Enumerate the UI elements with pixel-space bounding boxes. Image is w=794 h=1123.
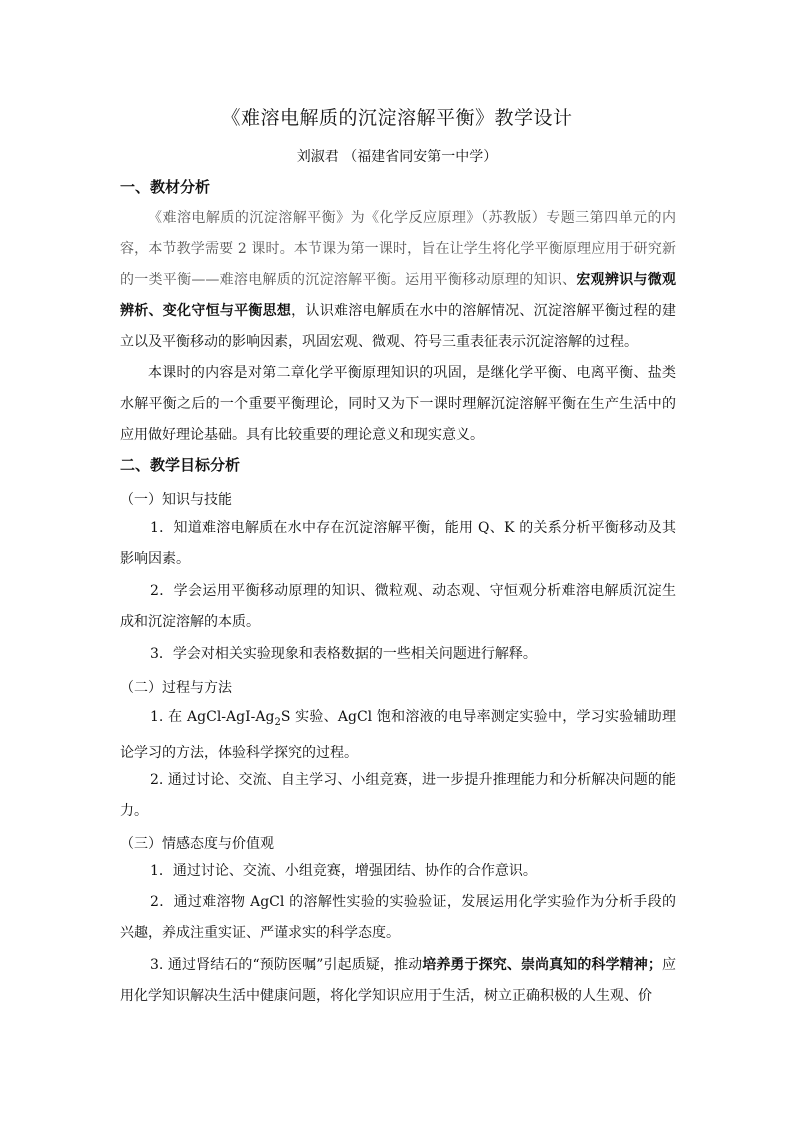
paragraph-textbook-analysis-1 [120,203,676,358]
item-text: 应用化学知识解决生活中健康问题，将化学知识应用于生活，树立正确积极的人生观、价 [120,957,677,1004]
list-item-knowledge-3: 3．学会对相关实验现象和表格数据的一些相关问题进行解释。 [150,646,537,662]
subheading-knowledge-skills: （一）知识与技能 [120,492,232,508]
paragraph-bold-text: 宏观辨识与微观辨析、变化守恒与平衡思想 [120,272,677,319]
item-text: 3. 通过肾结石的“预防医嘱”引起质疑，推动 [150,957,423,973]
document-title: 《难溶电解质的沉淀溶解平衡》教学设计 [221,107,573,129]
paragraph-text: ，认识难溶电解质在水中的溶解情况、沉淀溶解平衡过程的建立以及平衡移动的影响因素，巩固宏观、微观、符号三重表征表示沉淀溶解的过程。 [120,303,677,350]
subscript: 2 [274,716,281,728]
list-item-process-2: 2. 通过讨论、交流、自主学习、小组竞赛，进一步提升推理能力和分析解决问题的能力。 [120,772,676,819]
list-item-attitude-2: 2．通过难溶物 AgCl 的溶解性实验的实验验证，发展运用化学实验作为分析手段的兴趣，养成注重实证、严谨求实的科学态度。 [120,894,676,941]
list-item-process-1 [120,702,676,769]
paragraph-textbook-analysis-2: 本课时的内容是对第二章化学平衡原理知识的巩固，是继化学平衡、电离平衡、盐类水解平衡之后的一个重要平衡理论，同时又为下一课时理解沉淀溶解平衡在生产生活中的应用做好理论基础。具有比较重要的理论意义和现实意义。 [120,365,676,443]
author-line: 刘淑君 （福建省同安第一中学） [296,149,498,165]
section-heading-teaching-goals: 二、教学目标分析 [120,456,241,474]
list-item-knowledge-2: 2．学会运用平衡移动原理的知识、微粒观、动态观、守恒观分析难溶电解质沉淀生成和沉淀溶解的本质。 [120,583,676,630]
subheading-process-method: （二）过程与方法 [120,680,232,696]
list-item-knowledge-1: 1．知道难溶电解质在水中存在沉淀溶解平衡，能用 Q、K 的关系分析平衡移动及其影响因素。 [120,520,676,567]
paragraph-text: 《难溶电解质的沉淀溶解平衡》为《化学反应原理》（苏教版）专题三第四单元的内容，本节教学需要 2 课时。本节课为第一课时，旨在让学生将化学平衡原理应用于研究新的一类平衡——难溶电解质的沉淀溶解平衡。运用平衡移动原理的知识、 [120,210,676,288]
list-item-attitude-1: 1．通过讨论、交流、小组竞赛，增强团结、协作的合作意识。 [150,863,537,879]
item-text: S 实验、AgCl 饱和溶液的电导率测定实验中，学习实验辅助理论学习的方法，体验科学探究的过程。 [120,709,676,761]
item-text: 1. 在 AgCl-AgI-Ag [150,709,275,725]
section-heading-textbook-analysis: 一、教材分析 [120,178,211,196]
subheading-attitude-values: （三）情感态度与价值观 [120,836,274,852]
item-bold-text: 培养勇于探究、崇尚真知的科学精神； [422,957,662,973]
list-item-attitude-3 [120,950,676,1012]
